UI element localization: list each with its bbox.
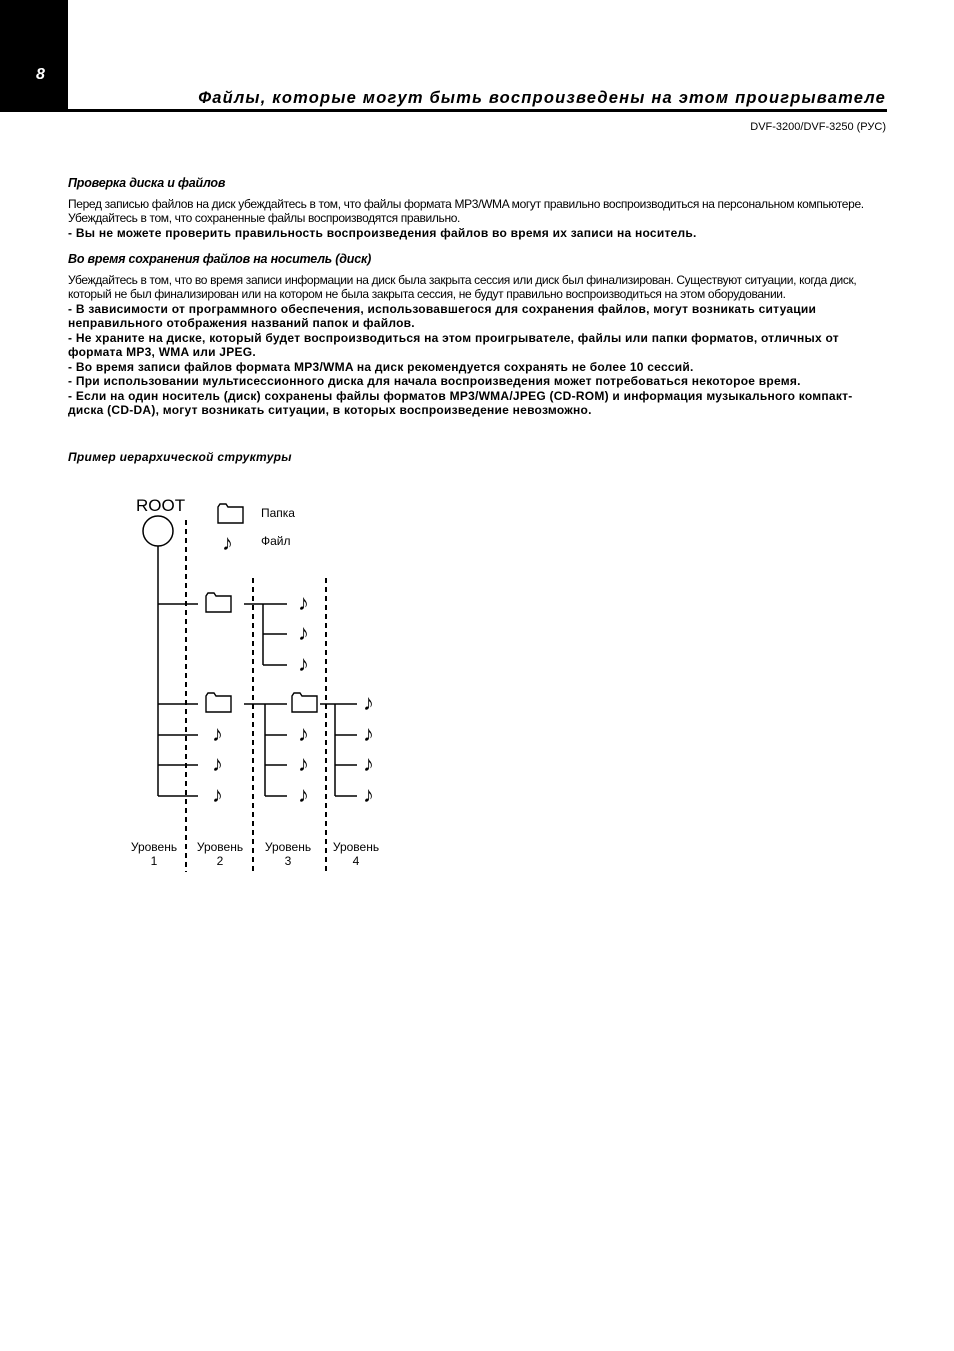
tree-lines: [158, 546, 357, 796]
saving-note: - Во время записи файлов формата MP3/WMA на диск рекомендуется сохранять не более 10 сессий.: [68, 359, 694, 374]
folder-icon: [206, 593, 231, 612]
file-icon: ♪: [363, 782, 374, 807]
folder-icon: [292, 693, 317, 712]
level-number: 1: [150, 854, 158, 868]
file-icon: ♪: [298, 620, 309, 645]
page-number: 8: [36, 66, 45, 83]
file-icon: ♪: [212, 782, 223, 807]
level-number: 4: [352, 854, 360, 868]
saving-note: - Если на один носитель (диск) сохранены файлы форматов MP3/WMA/JPEG (CD-ROM) и информация музыкального компакт-диска (CD-DA), могут возникать ситуации, в которых воспроизведение невозможно.: [68, 388, 853, 417]
file-icons: [212, 590, 374, 807]
file-icon: ♪: [363, 721, 374, 746]
root-label: ROOT: [136, 496, 186, 515]
check-note: - Вы не можете проверить правильность воспроизведения файлов во время их записи на носитель.: [68, 225, 697, 240]
file-icon: ♪: [298, 651, 309, 676]
legend-folder-icon: [218, 504, 243, 523]
file-icon: ♪: [363, 690, 374, 715]
legend-file-icon: ♪: [222, 530, 233, 555]
legend-file-label: Файл: [261, 534, 291, 548]
file-icon: ♪: [298, 721, 309, 746]
saving-note: - При использовании мультисессионного диска для начала воспроизведения может потребоваться некоторое время.: [68, 374, 801, 388]
file-icon: ♪: [298, 782, 309, 807]
file-icon: ♪: [298, 751, 309, 776]
level-number: 2: [216, 854, 224, 868]
level-label: Уровень: [264, 840, 312, 854]
legend-folder-label: Папка: [261, 506, 295, 520]
file-icon: ♪: [212, 721, 223, 746]
example-heading: Пример иерархической структуры: [68, 450, 292, 464]
section-heading-saving: Во время сохранения файлов на носитель (диск): [68, 252, 372, 266]
level-label: Уровень: [196, 840, 244, 854]
page-title: Файлы, которые могут быть воспроизведены на этом проигрывателе: [198, 89, 886, 107]
level-label: Уровень: [332, 840, 380, 854]
file-icon: ♪: [363, 751, 374, 776]
section-heading-check: Проверка диска и файлов: [68, 176, 226, 190]
root-circle: [143, 516, 173, 546]
folder-icon: [206, 693, 231, 712]
model-label: DVF-3200/DVF-3250 (РУС): [750, 121, 886, 133]
check-paragraph: Перед записью файлов на диск убеждайтесь в том, что файлы формата MP3/WMA могут правильно воспроизводиться на персональном компьютере. Убеждайтесь в том, что сохраненные файлы воспроизводятся правильно.: [68, 196, 864, 225]
level-label: Уровень: [130, 840, 178, 854]
file-icon: ♪: [298, 590, 309, 615]
saving-note: - Не храните на диске, который будет воспроизводиться на этом проигрывателе, файлы или папки форматов, отличных от формата MP3, WMA или JPEG.: [68, 330, 839, 359]
saving-paragraph: Убеждайтесь в том, что во время записи информации на диск была закрыта сессия или диск был финализирован. Существуют ситуации, когда диск, который не был финализирован или на котором не была закрыта сессия, не будут правильно воспроизводиться на этом оборудовании.: [68, 272, 857, 301]
file-icon: ♪: [212, 751, 223, 776]
saving-note: - В зависимости от программного обеспечения, использовавшегося для сохранения файлов, могут возникать ситуации неправильного отображения названий папок и файлов.: [68, 301, 817, 330]
level-labels: [131, 840, 379, 868]
level-number: 3: [284, 854, 292, 868]
